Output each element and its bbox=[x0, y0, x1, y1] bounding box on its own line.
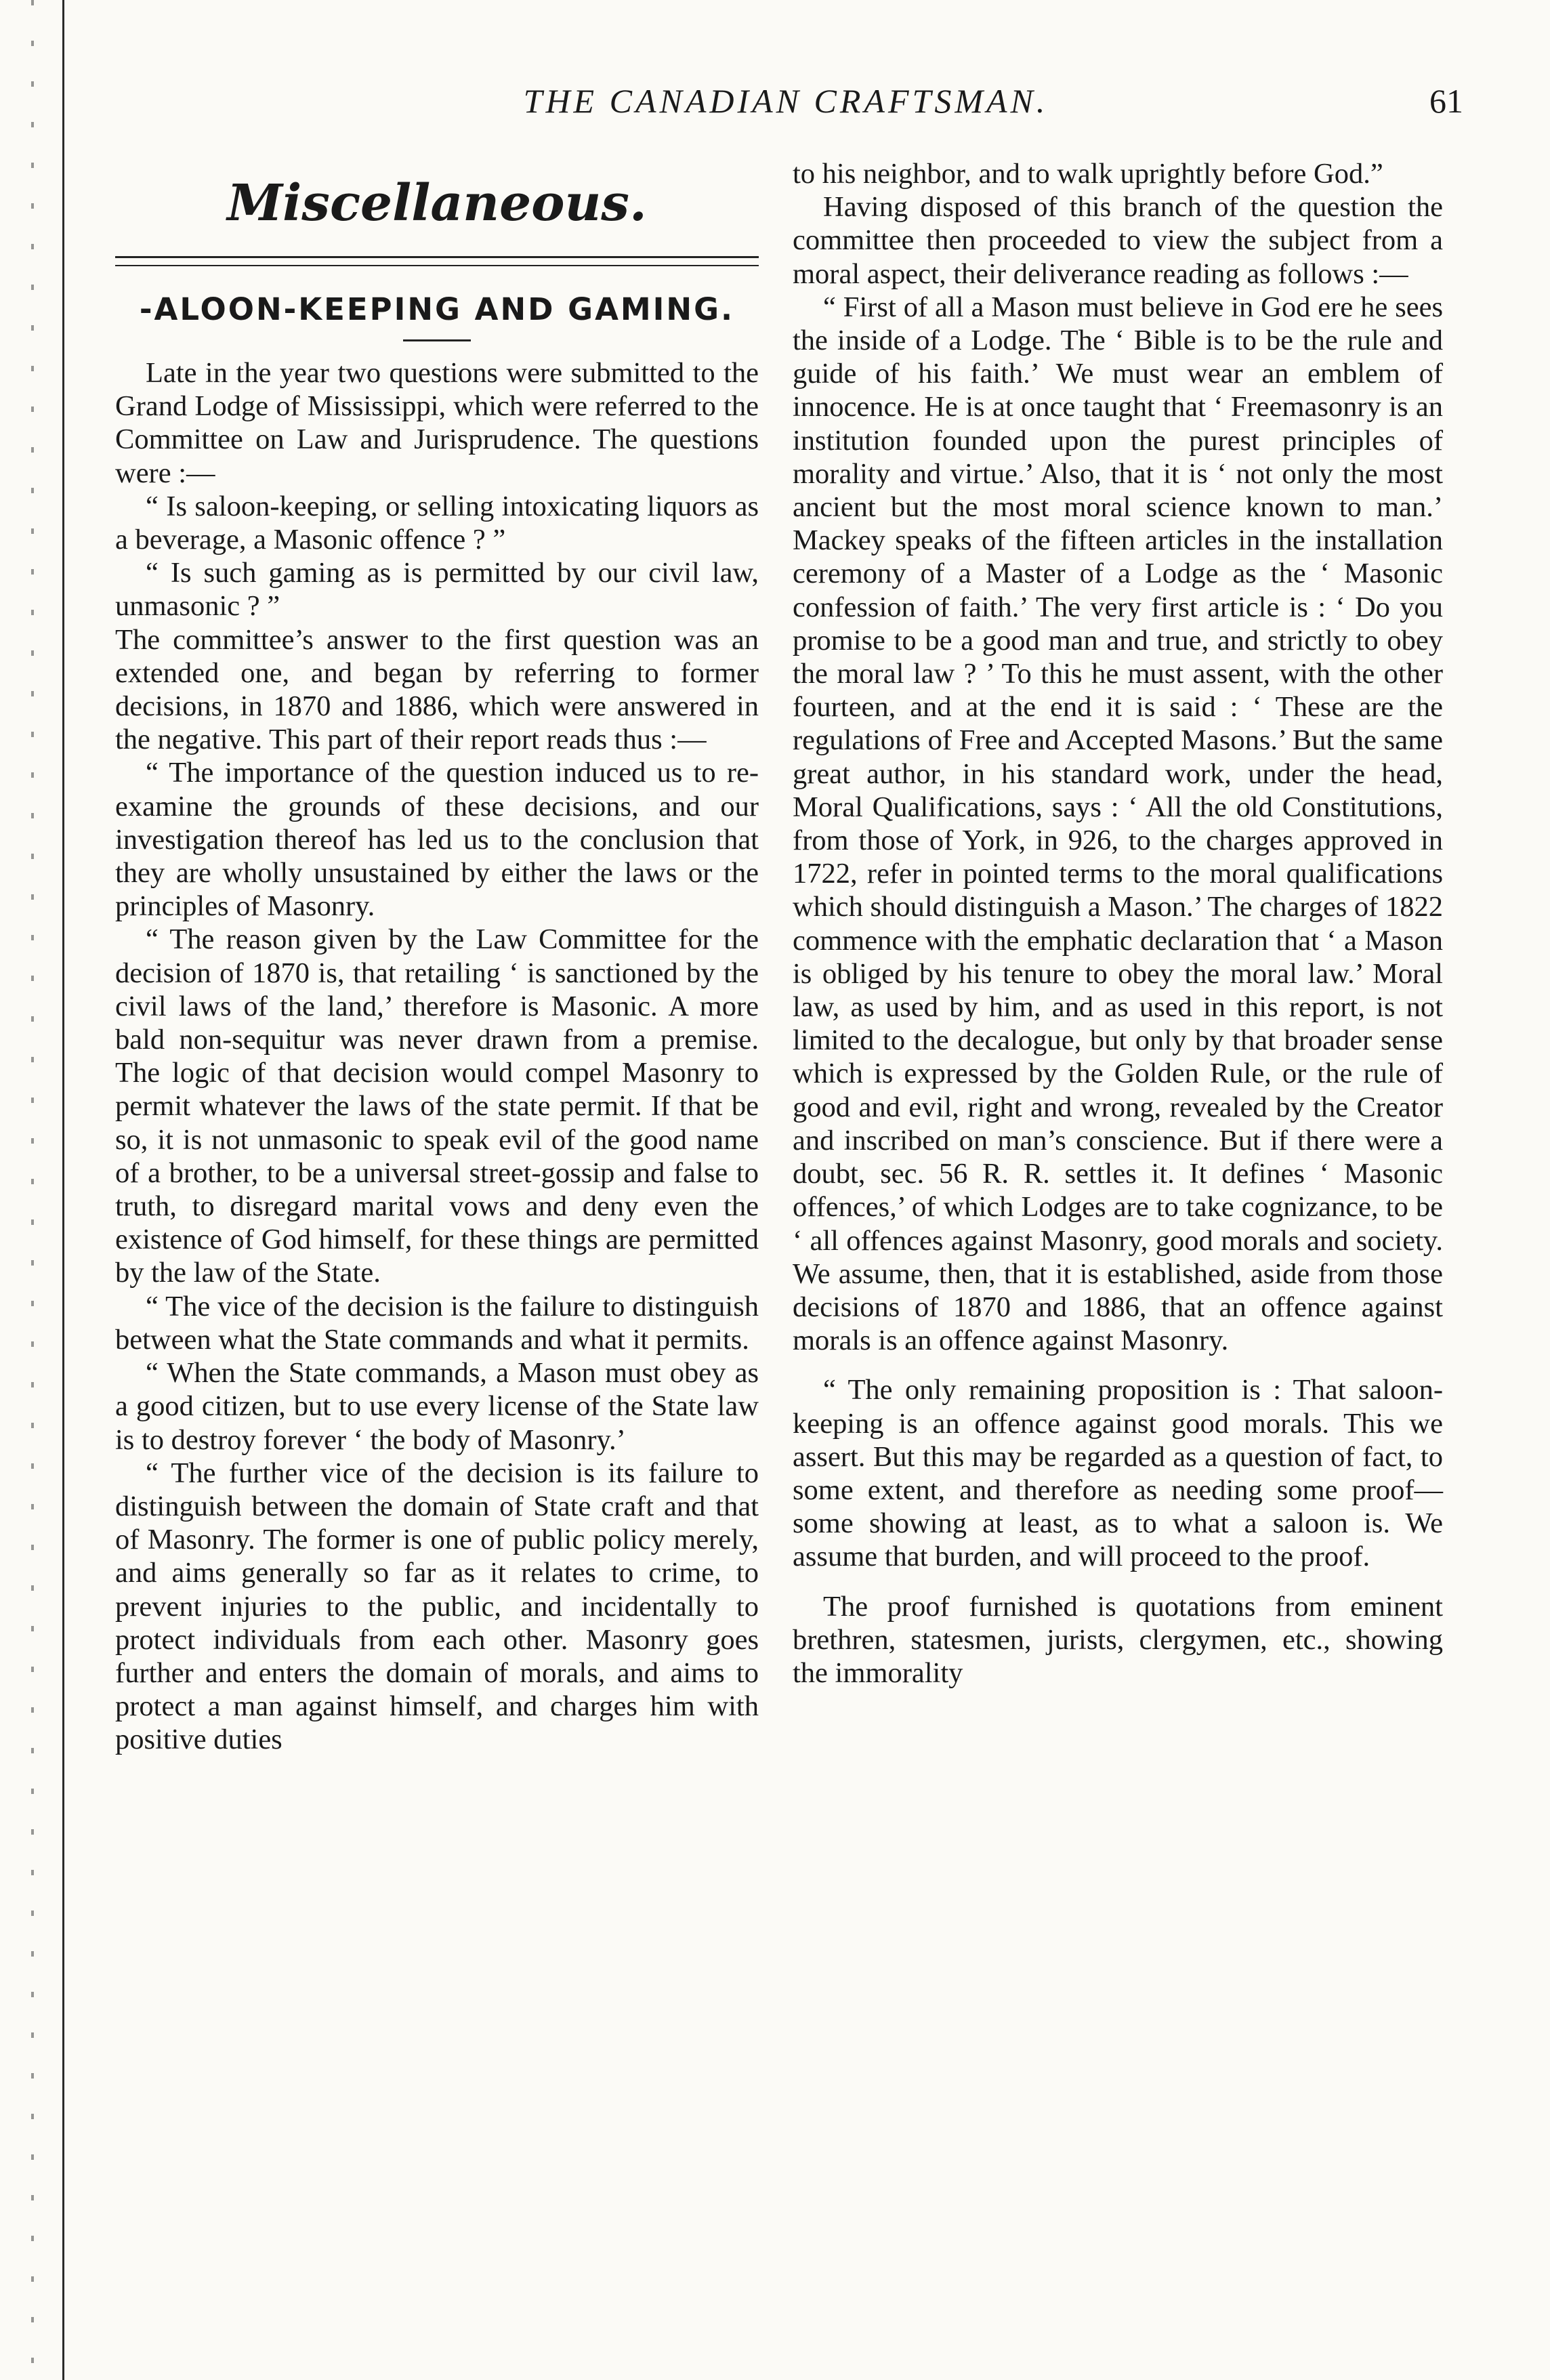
paragraph-gap bbox=[793, 1357, 1443, 1373]
paragraph: The committee’s answer to the first question was an extended one, and began by referring to former decisions, in 1870 and 1886, which were answered in the negative. This part of their report reads thus :— bbox=[115, 623, 759, 756]
paragraph: “ First of all a Mason must believe in God ere he sees the inside of a Lodge. The ‘ Bible is to be the rule and guide of his faith.’ We must wear an emblem of innocence. He is at once taught that ‘ Freemasonry is an institution founded upon the purest principles of morality and virtue.’ Also, that it is ‘ not only the most ancient but the most moral science known to man.’ Mackey speaks of the fifteen articles in the installation ceremony of a Master of a Lodge as the ‘ Masonic confession of faith.’ The very first article is : ‘ Do you promise to be a good man and true, and strictly to obey the moral law ? ’ To this he must assent, with the other fourteen, and at the end it is said : ‘ These are the regulations of Free and Accepted Masons.’ But the same great author, in his standard work, under the head, Moral Qualifications, says : ‘ All the old Constitutions, from those of York, in 926, to the charges approved in 1722, refer in pointed terms to the moral qualifications which should distinguish a Mason.’ The charges of 1822 commence with the emphatic declaration that ‘ a Mason is obliged by his tenure to obey the moral law.’ Moral law, as used by him, and as used in this report, is not limited to the decalogue, but only by that broader sense which is expressed by the Golden Rule, or the rule of good and evil, right and wrong, revealed by the Creator and inscribed on man’s conscience. But if there were a doubt, sec. 56 R. R. settles it. It defines ‘ Masonic offences,’ of which Lodges are to take cognizance, to be ‘ all offences against Masonry, good morals and society. We assume, then, that it is established, aside from those decisions of 1870 and 1886, that an offence against morals is an offence against Masonry. bbox=[793, 291, 1443, 1357]
page-number: 61 bbox=[1429, 82, 1463, 120]
paragraph: Late in the year two questions were submitted to the Grand Lodge of Mississippi, which were referred to the Committee on Law and Jurisprudence. The questions were :— bbox=[115, 357, 759, 489]
paragraph: “ The further vice of the decision is its failure to distinguish between the domain of State craft and that of Masonry. The former is one of public policy merely, and aims generally so far as it relates to crime, to prevent injuries to the public, and incidentally to protect individuals from each other. Masonry goes further and enters the domain of morals, and aims to protect a man against himself, and charges him with positive duties bbox=[115, 1457, 759, 1756]
binding-margin-line bbox=[62, 0, 64, 2380]
margin-dots bbox=[31, 0, 34, 2380]
paragraph: to his neighbor, and to walk uprightly before God.” bbox=[793, 158, 1383, 190]
short-rule-divider bbox=[403, 339, 471, 341]
paragraph: Having disposed of this branch of the question the committee then proceeded to view the subject from a moral aspect, their deliverance reading as follows :— bbox=[793, 191, 1443, 290]
page-header bbox=[108, 81, 1463, 142]
paragraph: “ The reason given by the Law Committee for the decision of 1870 is, that retailing ‘ is sanctioned by the civil laws of the land,’ therefore is Masonic. A more bald non-sequitur was never drawn from a premise. The logic of that decision would compel Masonry to permit whatever the laws of the state permit. If that be so, it is not unmasonic to speak evil of the good name of a brother, to be a universal street-gossip and false to truth, to disregard marital vows and deny even the existence of God himself, for these things are permitted by the law of the State. bbox=[115, 923, 759, 1289]
running-title: THE CANADIAN CRAFTSMAN. bbox=[523, 82, 1049, 120]
left-column bbox=[115, 157, 759, 1757]
paragraph: The proof furnished is quotations from eminent brethren, statesmen, jurists, clergymen, etc., showing the immorality bbox=[793, 1590, 1443, 1689]
article-title: -ALOON-KEEPING AND GAMING. bbox=[139, 291, 735, 327]
paragraph: “ The vice of the decision is the failure to distinguish between what the State commands and what it permits. bbox=[115, 1290, 759, 1356]
paragraph: “ Is saloon-keeping, or selling intoxicating liquors as a beverage, a Masonic offence ? ” bbox=[115, 490, 759, 556]
section-title: Miscellaneous. bbox=[227, 174, 647, 232]
paragraph: “ The importance of the question induced us to re-examine the grounds of these decisions, and our investigation thereof has led us to the conclusion that they are wholly unsustained by either the laws or the principles of Masonry. bbox=[115, 757, 759, 923]
double-rule-divider bbox=[115, 256, 759, 266]
paragraph: “ Is such gaming as is permitted by our civil law, unmasonic ? ” bbox=[115, 557, 759, 623]
right-column bbox=[793, 157, 1443, 1690]
paragraph-gap bbox=[793, 1574, 1443, 1590]
paragraph: “ When the State commands, a Mason must obey as a good citizen, but to use every license of the State law is to destroy forever ‘ the body of Masonry.’ bbox=[115, 1357, 759, 1456]
paragraph: “ The only remaining proposition is : That saloon-keeping is an offence against good morals. This we assert. But this may be regarded as a question of fact, to some extent, and therefore as needing some proof—some showing at least, as to what a saloon is. We assume that burden, and will proceed to the proof. bbox=[793, 1374, 1443, 1573]
